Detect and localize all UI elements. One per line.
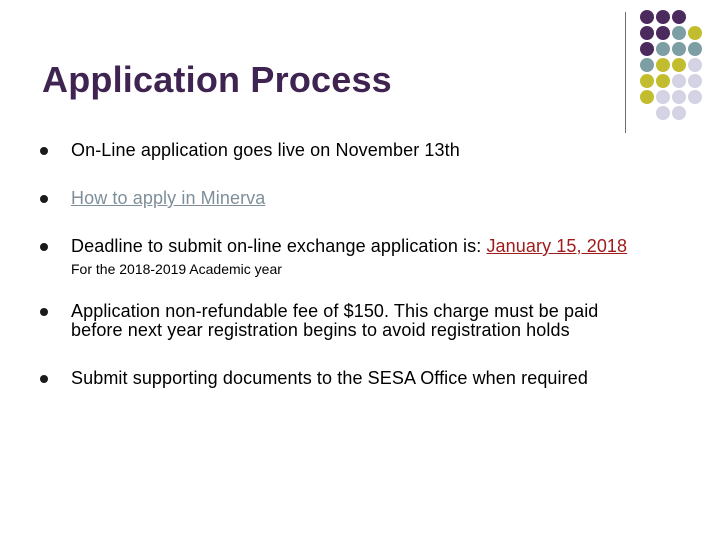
decorative-dot	[656, 90, 670, 104]
bullet-icon	[40, 243, 48, 251]
fee-text-line-2: before next year registration begins to avoid registration holds	[71, 320, 570, 340]
decorative-dot	[688, 74, 702, 88]
academic-year-note: For the 2018-2019 Academic year	[71, 261, 282, 277]
decorative-dot	[656, 74, 670, 88]
decorative-dot	[672, 26, 686, 40]
decorative-dot	[656, 106, 670, 120]
minerva-link[interactable]: How to apply in Minerva	[71, 188, 266, 208]
bullet-text-online-application: On-Line application goes live on November 13th	[71, 140, 460, 160]
bullet-text-supporting-documents: Submit supporting documents to the SESA Office when required	[71, 368, 588, 388]
decorative-dot	[656, 42, 670, 56]
decorative-dot-grid	[0, 0, 720, 140]
decorative-dot	[672, 10, 686, 24]
bullet-item-deadline	[71, 237, 627, 255]
bullet-icon	[40, 308, 48, 316]
decorative-dot	[672, 90, 686, 104]
decorative-dot	[640, 74, 654, 88]
fee-text-line-1: Application non-refundable fee of $150. This charge must be paid	[71, 301, 599, 321]
deadline-date: January 15, 2018	[486, 236, 628, 256]
decorative-dot	[672, 58, 686, 72]
deadline-text: Deadline to submit on-line exchange application is:	[71, 236, 487, 256]
decorative-dot	[672, 106, 686, 120]
bullet-icon	[40, 375, 48, 383]
decorative-dot	[688, 58, 702, 72]
decorative-dot	[672, 42, 686, 56]
decorative-dot	[672, 74, 686, 88]
decorative-dot	[656, 10, 670, 24]
divider-line	[625, 12, 626, 133]
decorative-dot	[640, 90, 654, 104]
bullet-icon	[40, 147, 48, 155]
bullet-icon	[40, 195, 48, 203]
decorative-dot	[656, 26, 670, 40]
decorative-dot	[656, 58, 670, 72]
slide-title: Application Process	[42, 59, 392, 100]
decorative-dot	[688, 26, 702, 40]
decorative-dot	[688, 90, 702, 104]
bullet-item-minerva-link	[71, 189, 265, 207]
decorative-dot	[640, 26, 654, 40]
decorative-dot	[640, 42, 654, 56]
decorative-dot	[688, 42, 702, 56]
decorative-dot	[640, 10, 654, 24]
decorative-dot	[640, 58, 654, 72]
